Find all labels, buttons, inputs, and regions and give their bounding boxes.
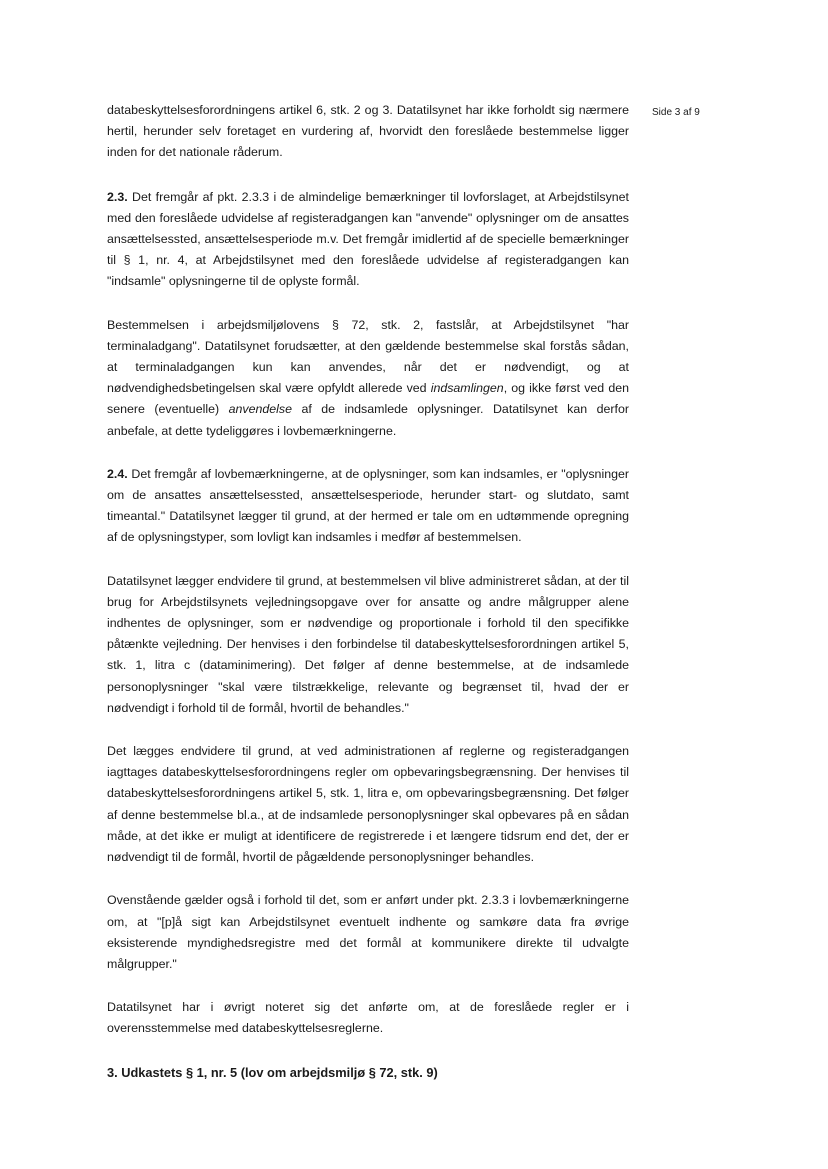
paragraph-text: Det fremgår af lovbemærkningerne, at de oplysninger, som kan indsamles, er "oplysninger om de ansattes ansættelsessted, ansættelsesperiode, herunder start- og slutdato, samt timeantal." Datatilsynet lægger til grund, at der hermed er tale om en udtømmende opregning af de oplysningstyper, som lovligt kan indsamles i medfør af bestemmelsen. — [107, 466, 629, 545]
emphasis-use: anvendelse — [228, 402, 292, 417]
section-number: 2.4. — [107, 466, 128, 481]
section-number: 2.3. — [107, 189, 128, 204]
paragraph-text: , og ikke først ved den senere (eventuelle) — [107, 381, 629, 417]
paragraph-text: Det fremgår af pkt. 2.3.3 i de almindelige bemærkninger til lovforslaget, at Arbejdstilsynet med den foreslåede udvidelse af registeradgangen kan "anvende" oplysninger om de ansattes ansættelsessted, ansættelsesperiode m.v. Det fremgår imidlertid af de specielle bemærkninger til § 1, nr. 4, at Arbejdstilsynet med den foreslåede udvidelse af registeradgangen kan "indsamle" oplysningerne til de oplyste formål. — [107, 189, 629, 289]
paragraph-2-4 — [107, 464, 629, 549]
paragraph-text: af de indsamlede oplysninger. Datatilsynet kan derfor anbefale, at dette tydeliggøres i lovbemærkningerne. — [107, 402, 630, 438]
paragraph-conclusion: Datatilsynet har i øvrigt noteret sig det anførte om, at de foreslåede regler er i overensstemmelse med databeskyttelsesreglerne. — [107, 1000, 629, 1036]
paragraph-continuation: databeskyttelsesforordningens artikel 6, stk. 2 og 3. Datatilsynet har ikke forholdt sig nærmere hertil, herunder selv foretaget en vurdering af, hvorvidt den foreslåede bestemmelse ligger inden for det nationale råderum. — [107, 103, 629, 160]
paragraph-data-minimisation: Datatilsynet lægger endvidere til grund, at bestemmelsen vil blive administreret sådan, at der til brug for Arbejdstilsynets vejledningsopgave over for ansatte og andre målgrupper alene indhentes de oplysninger, som er nødvendige og proportionale i forhold til den specifikke påtænkte vejledning. Der henvises i den forbindelse til databeskyttelsesforordningen artikel 5, stk. 1, litra c (dataminimering). Det følger af denne bestemmelse, at de indsamlede personoplysninger "skal være tilstrækkelige, relevante og begrænset til, hvad der er nødvendigt i forhold til de formål, hvortil de behandles." — [107, 573, 629, 715]
paragraph-registers: Ovenstående gælder også i forhold til det, som er anført under pkt. 2.3.3 i lovbemærkningerne om, at "[p]å sigt kan Arbejdstilsynet eventuelt indhente og samkøre data fra øvrige eksisterende myndighedsregistre med det formål at kommunikere direkte til udvalgte målgrupper." — [107, 893, 629, 971]
paragraph-terminal-access — [107, 315, 629, 442]
section-heading: 3. Udkastets § 1, nr. 5 (lov om arbejdsmiljø § 72, stk. 9) — [107, 1064, 438, 1080]
paragraph-2-3 — [107, 187, 629, 293]
document-body — [107, 100, 629, 1083]
emphasis-collection: indsamlingen — [430, 381, 504, 396]
page-number: Side 3 af 9 — [652, 107, 700, 118]
paragraph-storage-limitation: Det lægges endvidere til grund, at ved administrationen af reglerne og registeradgangen iagttages databeskyttelsesforordningens regler om opbevaringsbegrænsning. Der henvises til databeskyttelsesforordningens artikel 5, stk. 1, litra e, om opbevaringsbegrænsning. Det følger af denne bestemmelse bl.a., at de indsamlede personoplysninger skal opbevares på en sådan måde, at det ikke er muligt at identificere de registrerede i et længere tidsrum end det, der er nødvendigt til de formål, hvortil de pågældende personoplysninger behandles. — [107, 744, 629, 865]
paragraph-text: Bestemmelsen i arbejdsmiljølovens § 72, stk. 2, fastslår, at Arbejdstilsynet "har terminaladgang". Datatilsynet forudsætter, at den gældende bestemmelse skal forstås sådan, at terminaladgangen kun kan anvendes, når det er nødvendigt, og at nødvendighedsbetingelsen skal være opfyldt allerede ved — [107, 317, 629, 396]
